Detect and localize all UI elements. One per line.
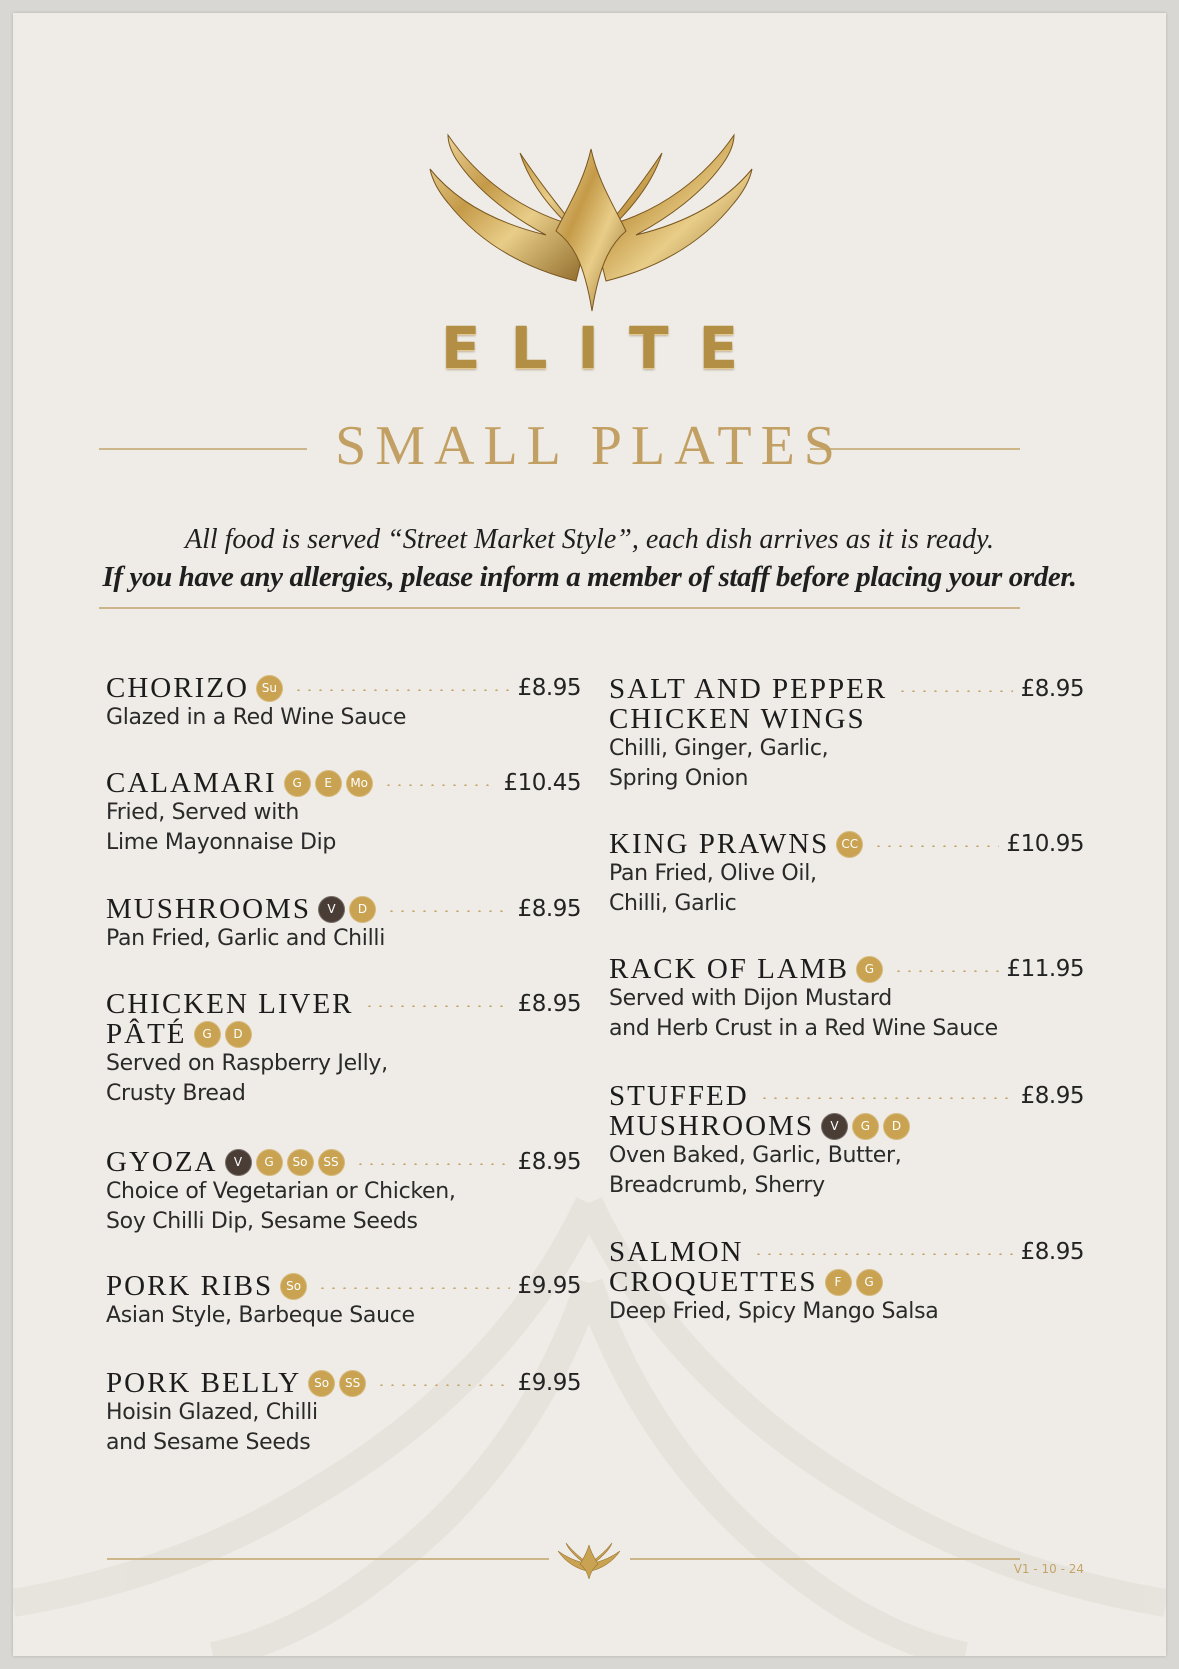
item-name: GYOZA bbox=[106, 1146, 218, 1178]
item-header bbox=[609, 829, 1084, 859]
dot-leader bbox=[897, 690, 1012, 692]
item-name: SALT AND PEPPER bbox=[609, 673, 888, 705]
item-header bbox=[106, 1147, 581, 1177]
allergen-badge: G bbox=[194, 1021, 221, 1048]
item-header bbox=[609, 1237, 1084, 1267]
item-header bbox=[609, 674, 1084, 704]
allergen-badges bbox=[856, 956, 883, 983]
allergen-badges bbox=[284, 770, 373, 797]
item-name-line2: PÂTÉ bbox=[106, 1018, 187, 1050]
allergen-badges bbox=[836, 831, 863, 858]
elite-logo-icon bbox=[426, 131, 756, 316]
dot-leader bbox=[355, 1163, 510, 1165]
allergen-badges bbox=[825, 1269, 883, 1296]
allergen-badges bbox=[256, 675, 283, 702]
item-name: KING PRAWNS bbox=[609, 828, 830, 860]
item-description: Deep Fried, Spicy Mango Salsa bbox=[609, 1299, 939, 1324]
allergen-badge: D bbox=[349, 896, 376, 923]
menu-item bbox=[106, 673, 581, 733]
item-description: Asian Style, Barbeque Sauce bbox=[106, 1303, 415, 1328]
menu-item bbox=[609, 1081, 1084, 1201]
allergen-badge: So bbox=[308, 1370, 335, 1397]
allergen-badge: D bbox=[225, 1021, 252, 1048]
allergen-badge: V bbox=[821, 1113, 848, 1140]
menu-item bbox=[106, 768, 581, 858]
item-price: £8.95 bbox=[517, 991, 581, 1017]
allergen-badge: So bbox=[280, 1273, 307, 1300]
allergen-badge: G bbox=[856, 956, 883, 983]
item-header bbox=[106, 894, 581, 924]
allergen-badge: Mo bbox=[346, 770, 373, 797]
allergen-badges bbox=[280, 1273, 307, 1300]
dot-leader bbox=[293, 689, 510, 691]
item-description: Hoisin Glazed, Chilli bbox=[106, 1400, 318, 1425]
menu-item bbox=[106, 989, 581, 1109]
item-price: £8.95 bbox=[1020, 1239, 1084, 1265]
item-name: CHORIZO bbox=[106, 672, 249, 704]
item-name-line2: CROQUETTES bbox=[609, 1266, 818, 1298]
item-name-continued bbox=[609, 1111, 1084, 1141]
item-description: Lime Mayonnaise Dip bbox=[106, 830, 337, 855]
allergen-badges bbox=[821, 1113, 910, 1140]
item-price: £9.95 bbox=[517, 1370, 581, 1396]
item-name: PORK BELLY bbox=[106, 1367, 302, 1399]
item-description: Pan Fried, Garlic and Chilli bbox=[106, 926, 386, 951]
item-description: Spring Onion bbox=[609, 766, 749, 791]
item-description: Breadcrumb, Sherry bbox=[609, 1173, 825, 1198]
section-title: SMALL PLATES bbox=[335, 415, 844, 477]
allergen-badge: SS bbox=[318, 1149, 345, 1176]
item-price: £8.95 bbox=[517, 675, 581, 701]
allergen-badge: V bbox=[225, 1149, 252, 1176]
brand-wordmark: ELITE bbox=[440, 314, 769, 382]
item-description: Oven Baked, Garlic, Butter, bbox=[609, 1143, 902, 1168]
item-price: £8.95 bbox=[1020, 676, 1084, 702]
menu-item bbox=[106, 894, 581, 954]
allergen-badge: D bbox=[883, 1113, 910, 1140]
item-price: £8.95 bbox=[517, 1149, 581, 1175]
menu-version: V1 - 10 - 24 bbox=[1013, 1562, 1084, 1576]
dot-leader bbox=[753, 1253, 1012, 1255]
footer-rule-left bbox=[107, 1558, 549, 1560]
dot-leader bbox=[383, 784, 496, 786]
allergen-badge: E bbox=[315, 770, 342, 797]
item-name-continued bbox=[609, 1267, 1084, 1297]
item-description: Pan Fried, Olive Oil, bbox=[609, 861, 817, 886]
item-description: Soy Chilli Dip, Sesame Seeds bbox=[106, 1209, 418, 1234]
menu-item bbox=[609, 674, 1084, 794]
item-header bbox=[106, 1368, 581, 1398]
item-name: MUSHROOMS bbox=[106, 893, 311, 925]
item-header bbox=[106, 1271, 581, 1301]
item-price: £8.95 bbox=[517, 896, 581, 922]
dot-leader bbox=[759, 1097, 1013, 1099]
allergen-badge: V bbox=[318, 896, 345, 923]
item-name: PORK RIBS bbox=[106, 1270, 274, 1302]
item-header bbox=[106, 989, 581, 1019]
item-description: and Herb Crust in a Red Wine Sauce bbox=[609, 1016, 998, 1041]
item-name: RACK OF LAMB bbox=[609, 953, 849, 985]
allergen-badge: G bbox=[284, 770, 311, 797]
allergen-badges bbox=[225, 1149, 345, 1176]
item-price: £11.95 bbox=[1006, 956, 1084, 982]
item-name-line2: CHICKEN WINGS bbox=[609, 703, 866, 735]
dot-leader bbox=[386, 910, 510, 912]
item-description: Crusty Bread bbox=[106, 1081, 246, 1106]
dot-leader bbox=[364, 1005, 510, 1007]
menu-item bbox=[609, 1237, 1084, 1327]
item-description: Choice of Vegetarian or Chicken, bbox=[106, 1179, 456, 1204]
item-price: £10.95 bbox=[1006, 831, 1084, 857]
allergen-badges bbox=[318, 896, 376, 923]
item-header bbox=[106, 768, 581, 798]
allergen-badges bbox=[308, 1370, 366, 1397]
item-header bbox=[106, 673, 581, 703]
allergen-badge: G bbox=[256, 1149, 283, 1176]
item-header bbox=[609, 1081, 1084, 1111]
item-description: Chilli, Garlic bbox=[609, 891, 737, 916]
item-description: Served with Dijon Mustard bbox=[609, 986, 892, 1011]
allergen-badge: SS bbox=[339, 1370, 366, 1397]
menu-item bbox=[106, 1271, 581, 1331]
allergen-badge: CC bbox=[836, 831, 863, 858]
footer-rule-right bbox=[630, 1558, 1020, 1560]
item-price: £8.95 bbox=[1020, 1083, 1084, 1109]
service-note: All food is served “Street Market Style”, each dish arrives as it is ready. bbox=[184, 524, 995, 555]
allergy-notice: If you have any allergies, please inform a member of staff before placing your order. bbox=[102, 561, 1077, 593]
item-description: Fried, Served with bbox=[106, 800, 300, 825]
item-description: Served on Raspberry Jelly, bbox=[106, 1051, 388, 1076]
allergen-badge: Su bbox=[256, 675, 283, 702]
dot-leader bbox=[873, 845, 998, 847]
dot-leader bbox=[893, 970, 999, 972]
item-name-continued bbox=[609, 704, 1084, 734]
allergen-badge: F bbox=[825, 1269, 852, 1296]
menu-item bbox=[609, 954, 1084, 1044]
item-description: and Sesame Seeds bbox=[106, 1430, 311, 1455]
menu-page bbox=[13, 13, 1166, 1656]
footer-wings-icon bbox=[556, 1539, 622, 1579]
allergen-badge: G bbox=[856, 1269, 883, 1296]
menu-item bbox=[106, 1147, 581, 1237]
dot-leader bbox=[317, 1287, 510, 1289]
item-price: £10.45 bbox=[503, 770, 581, 796]
allergen-badge: So bbox=[287, 1149, 314, 1176]
item-header bbox=[609, 954, 1084, 984]
item-description: Chilli, Ginger, Garlic, bbox=[609, 736, 829, 761]
item-name-continued bbox=[106, 1019, 581, 1049]
item-name: CHICKEN LIVER bbox=[106, 988, 354, 1020]
item-name-line2: MUSHROOMS bbox=[609, 1110, 814, 1142]
header-divider bbox=[99, 607, 1020, 609]
item-name: STUFFED bbox=[609, 1080, 749, 1112]
item-name: SALMON bbox=[609, 1236, 744, 1268]
allergen-badges bbox=[194, 1021, 252, 1048]
item-price: £9.95 bbox=[517, 1273, 581, 1299]
dot-leader bbox=[376, 1384, 510, 1386]
allergen-badge: G bbox=[852, 1113, 879, 1140]
menu-item bbox=[609, 829, 1084, 919]
menu-item bbox=[106, 1368, 581, 1458]
item-name: CALAMARI bbox=[106, 767, 277, 799]
item-description: Glazed in a Red Wine Sauce bbox=[106, 705, 407, 730]
